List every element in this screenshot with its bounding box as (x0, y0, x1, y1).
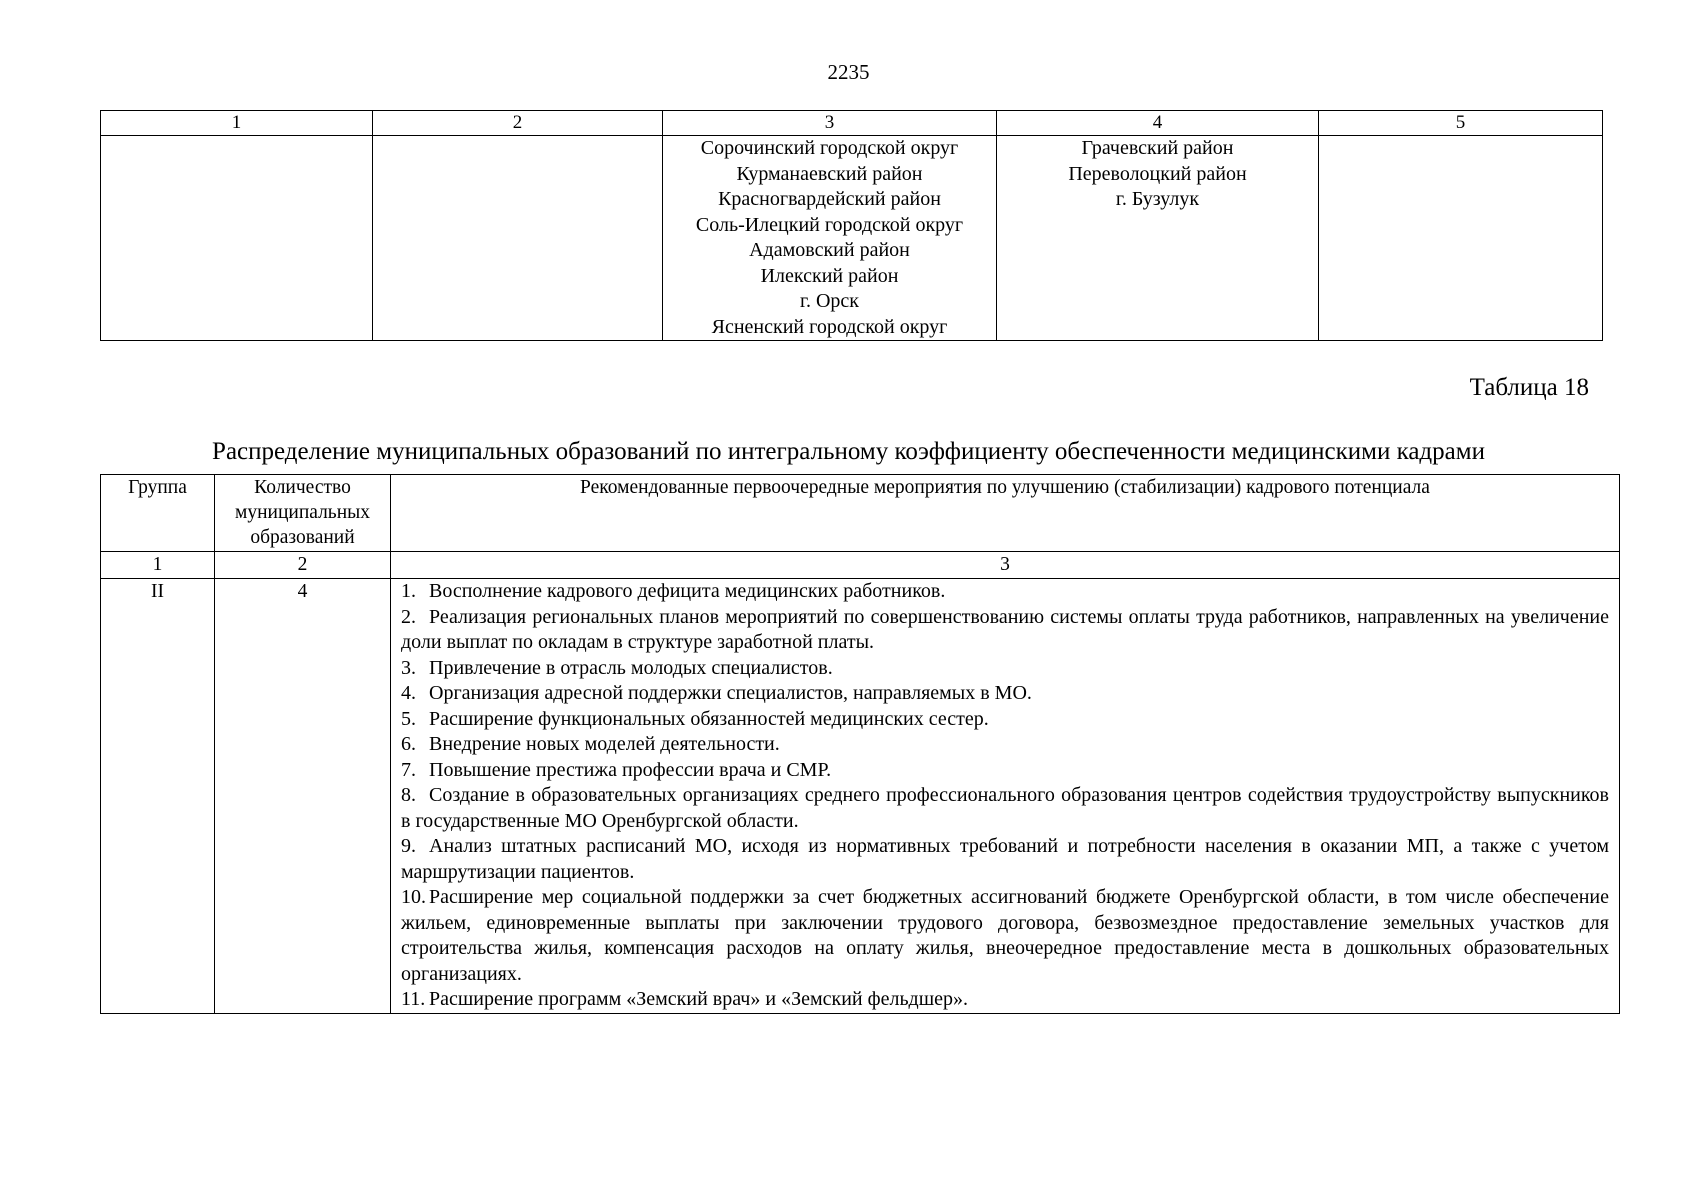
header-count: Количество муниципальных образований (215, 475, 391, 552)
list-item: 8. Создание в образовательных организациях среднего профессионального образования центров содействия трудоустройству выпускников в государственные МО Оренбургской области. (401, 784, 1609, 832)
municipality-item: Курманаевский район (736, 162, 923, 185)
list-item: 4. Организация адресной поддержки специалистов, направляемых в МО. (401, 682, 1032, 704)
count-value: 4 (215, 579, 391, 1014)
measures-list (391, 579, 1620, 1014)
list-item: 11. Расширение программ «Земский врач» и «Земский фельдшер». (401, 988, 969, 1010)
column-number-4: 4 (997, 111, 1319, 136)
list-item: 7. Повышение престижа профессии врача и СМР. (401, 758, 832, 781)
list-item: 5. Расширение функциональных обязанностей медицинских сестер. (401, 707, 989, 730)
cell-col-4-municipalities (997, 136, 1319, 341)
cell-col-3-municipalities (663, 136, 997, 341)
table-row (101, 579, 1620, 1014)
distribution-table (100, 474, 1620, 1014)
column-number-1: 1 (101, 552, 215, 579)
continuation-table-row (101, 136, 1603, 341)
list-item: 1. Восполнение кадрового дефицита медицинских работников. (401, 580, 946, 602)
municipality-item: Адамовский район (749, 239, 910, 261)
municipality-item: Красногвардейский район (718, 188, 941, 210)
column-number-5: 5 (1319, 111, 1603, 136)
column-number-1: 1 (101, 111, 373, 136)
list-item: 6. Внедрение новых моделей деятельности. (401, 733, 780, 755)
list-item: 9. Анализ штатных расписаний МО, исходя из нормативных требований и потребности населения в оказании МП, а также с учетом маршрутизации пациентов. (401, 835, 1609, 883)
table-label: Таблица 18 (1469, 374, 1589, 401)
list-item: 10. Расширение мер социальной поддержки за счет бюджетных ассигнований бюджете Оренбургской области, в том числе обеспечение жильем, единовременные выплаты при заключении трудового договора, безвозмездное предоставление земельных участков для строительства жилья, компенсация расходов на оплату жилья, внеочередное предоставление места в дошкольных образовательных организациях. (401, 886, 1609, 985)
municipality-item: г. Бузулук (1115, 188, 1200, 210)
municipality-item: Грачевский район (1081, 137, 1234, 159)
continuation-table-header-row (101, 111, 1603, 136)
column-number-3: 3 (391, 552, 1620, 579)
header-group: Группа (101, 475, 215, 552)
table-title: Распределение муниципальных образований по интегральному коэффициенту обеспеченности медицинскими кадрами (212, 438, 1485, 465)
municipality-item: г. Орск (800, 290, 859, 312)
municipality-item: Илекский район (760, 264, 899, 287)
column-number-2: 2 (373, 111, 663, 136)
page-number: 2235 (827, 60, 870, 84)
municipality-item: Соль-Илецкий городской округ (695, 213, 964, 236)
municipality-item: Сорочинский городской округ (700, 137, 959, 159)
cell-col-2 (373, 136, 663, 341)
municipality-item: Переволоцкий район (1068, 162, 1247, 185)
cell-col-1 (101, 136, 373, 341)
municipality-item: Ясненский городской округ (711, 315, 948, 338)
column-numbers-row (101, 552, 1620, 579)
list-item: 3. Привлечение в отрасль молодых специалистов. (401, 656, 833, 679)
list-item: 2. Реализация региональных планов мероприятий по совершенствованию системы оплаты труда работников, направленных на увеличение доли выплат по окладам в структуре заработной платы. (401, 605, 1609, 653)
column-number-3: 3 (663, 111, 997, 136)
continuation-table (100, 110, 1603, 341)
column-number-2: 2 (215, 552, 391, 579)
cell-col-5 (1319, 136, 1603, 341)
header-measures: Рекомендованные первоочередные мероприятия по улучшению (стабилизации) кадрового потенциала (391, 475, 1620, 552)
distribution-table-header-row (101, 475, 1620, 552)
group-value: II (101, 579, 215, 1014)
